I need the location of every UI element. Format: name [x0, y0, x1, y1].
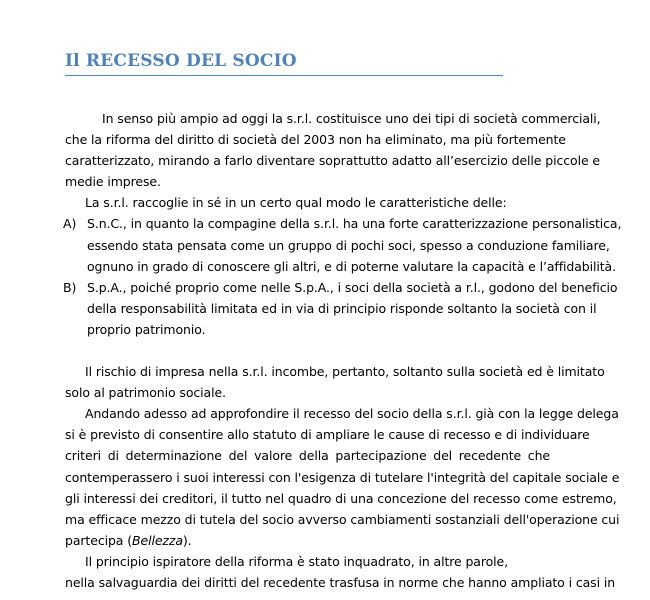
- paragraph-gap: [65, 340, 550, 361]
- text-line: ognuno in grado di conoscere gli altri, e di poterne valutare la capacità e l’affidabilità.: [87, 258, 616, 274]
- list-marker: B): [63, 279, 77, 295]
- list-item-a: [63, 213, 622, 276]
- paragraph-3: [65, 361, 605, 403]
- heading-underline: [65, 75, 503, 76]
- text-line: Il rischio di impresa nella s.r.l. incombe, pertanto, soltanto sulla società ed è limitato: [85, 364, 605, 380]
- citation-prefix: partecipa (: [65, 532, 133, 548]
- paragraph-5: [65, 551, 616, 593]
- text-line: caratterizzato, mirando a farlo diventare soprattutto adatto all’esercizio delle piccole e: [65, 153, 600, 169]
- section-heading: Il RECESSO DEL SOCIO: [65, 51, 297, 71]
- citation-suffix: ).: [182, 532, 192, 548]
- text-line: ma efficace mezzo di tutela del socio avverso cambiamenti sostanziali dell'operazione cui: [65, 511, 620, 527]
- text-line: [65, 530, 550, 551]
- text-line: che la riforma del diritto di società del 2003 non ha eliminato, ma più fortemente: [65, 132, 566, 148]
- text-line: essendo stata pensata come un gruppo di pochi soci, spesso a conduzione familiare,: [87, 237, 610, 253]
- text-line: si è previsto di consentire allo statuto di ampliare le cause di recesso e di individuare: [65, 427, 590, 443]
- paragraph-1: [65, 108, 601, 192]
- text-line: S.p.A., poiché proprio come nelle S.p.A., i soci della società a r.l., godono del beneficio: [87, 279, 618, 295]
- text-line: contemperassero i suoi interessi con l'esigenza di tutelare l'integrità del capitale sociale e: [65, 469, 620, 485]
- citation-author: Bellezza: [132, 532, 183, 548]
- text-line: criteri di determinazione del valore della partecipazione del recedente che: [65, 448, 550, 464]
- paragraph-4: [65, 403, 620, 551]
- text-line: In senso più ampio ad oggi la s.r.l. costituisce uno dei tipi di società commerciali,: [102, 111, 601, 126]
- list-marker: A): [63, 216, 77, 232]
- text-line: Il principio ispiratore della riforma è stato inquadrato, in altre parole,: [85, 553, 509, 569]
- document-body: [63, 108, 622, 593]
- text-line: solo al patrimonio sociale.: [65, 385, 226, 401]
- text-line: proprio patrimonio.: [87, 321, 206, 337]
- text-line: gli interessi dei creditori, il tutto nel quadro di una concezione del recesso come estremo,: [65, 490, 617, 506]
- list-item-b: [63, 277, 618, 340]
- text-line: nella salvaguardia dei diritti del recedente trasfusa in norme che hanno ampliato i casi in: [65, 574, 616, 590]
- paragraph-2: [65, 192, 550, 213]
- text-line: medie imprese.: [65, 174, 161, 190]
- text-line: della responsabilità limitata ed in via di principio risponde soltanto la società con il: [87, 300, 597, 316]
- text-line: La s.r.l. raccoglie in sé in un certo qual modo le caratteristiche delle:: [85, 195, 507, 211]
- text-line: Andando adesso ad approfondire il recesso del socio della s.r.l. già con la legge delega: [85, 406, 619, 422]
- text-line: S.n.C., in quanto la compagine della s.r.l. ha una forte caratterizzazione personalistica,: [87, 216, 622, 232]
